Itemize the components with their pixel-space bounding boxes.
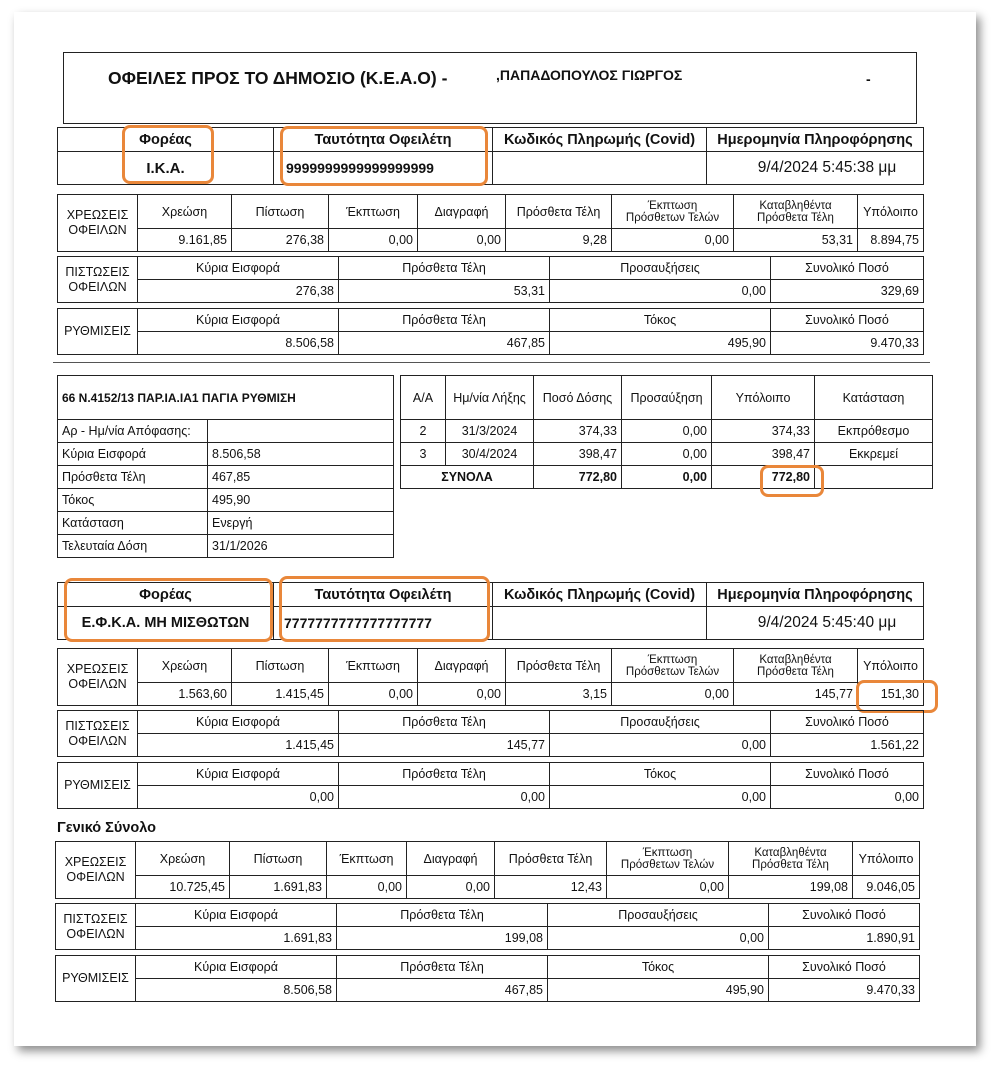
col-diagrafi: Διαγραφή xyxy=(418,649,506,683)
efka-pistoseis-table xyxy=(57,710,924,757)
foreas-header: Φορέας xyxy=(58,128,274,152)
col-kyria: Κύρια Εισφορά xyxy=(138,711,339,734)
rythmisi-title: 66 Ν.4152/13 ΠΑΡ.ΙΑ.ΙΑ1 ΠΑΓΙΑ ΡΥΘΜΙΣΗ xyxy=(58,376,394,420)
col-prostheta: Πρόσθετα Τέλη xyxy=(339,257,550,280)
cell-value: 8.506,58 xyxy=(138,332,339,355)
cell-value: 329,69 xyxy=(771,280,924,303)
cell-value: 12,43 xyxy=(495,876,607,899)
col-prostheta: Πρόσθετα Τέλη xyxy=(339,763,550,786)
cell-value: Εκπρόθεσμο xyxy=(815,420,933,443)
cell-value: 1.415,45 xyxy=(232,683,329,706)
cell-value: 0,00 xyxy=(550,734,771,757)
totals-prosafxisi: 0,00 xyxy=(622,466,712,489)
cell-value: 0,00 xyxy=(329,683,418,706)
col-synoliko: Συνολικό Ποσό xyxy=(771,711,924,734)
totals-ypoloipo: 772,80 xyxy=(712,466,815,489)
col-katavl: Καταβληθέντα Πρόσθετα Τέλη xyxy=(734,649,858,683)
col-poso: Ποσό Δόσης xyxy=(534,376,622,420)
rythmisi-details-table xyxy=(57,375,394,558)
col-ypoloipo: Υπόλοιπο xyxy=(858,195,924,229)
cell-value: 151,30 xyxy=(858,683,924,706)
cell-value: 1.691,83 xyxy=(230,876,327,899)
cell-value: 53,31 xyxy=(734,229,858,252)
ika-taftotita-value: 9999999999999999999 xyxy=(274,152,493,185)
cell-value: 374,33 xyxy=(534,420,622,443)
cell-value: 0,00 xyxy=(607,876,729,899)
cell-value: 53,31 xyxy=(339,280,550,303)
cell-value: 276,38 xyxy=(232,229,329,252)
imerominia-header: Ημερομηνία Πληροφόρησης xyxy=(707,128,924,152)
xreoseis-label: ΧΡΕΩΣΕΙΣ ΟΦΕΙΛΩΝ xyxy=(56,842,136,899)
highlight-box xyxy=(122,125,214,184)
debtor-name: ,ΠΑΠΑΔΟΠΟΥΛΟΣ ΓΙΩΡΓΟΣ xyxy=(496,67,683,83)
rythmiseis-label: ΡΥΘΜΙΣΕΙΣ xyxy=(58,309,138,355)
cell-value: 2 xyxy=(401,420,446,443)
efka-kodikos-value xyxy=(493,607,707,640)
ika-pistoseis-table xyxy=(57,256,924,303)
col-tokos: Τόκος xyxy=(548,956,769,979)
cell-value: 495,90 xyxy=(548,979,769,1002)
cell-value: 0,00 xyxy=(138,786,339,809)
cell-value: 8.894,75 xyxy=(858,229,924,252)
cell-value: 0,00 xyxy=(407,876,495,899)
col-prostheta: Πρόσθετα Τέλη xyxy=(339,309,550,332)
divider xyxy=(53,362,930,363)
col-pistosi: Πίστωση xyxy=(232,649,329,683)
col-diagrafi: Διαγραφή xyxy=(407,842,495,876)
cell-value: 276,38 xyxy=(138,280,339,303)
cell-value: 1.561,22 xyxy=(771,734,924,757)
col-ypoloipo: Υπόλοιπο xyxy=(712,376,815,420)
cell-value: 145,77 xyxy=(734,683,858,706)
cell-value: 0,00 xyxy=(418,229,506,252)
doseis-table xyxy=(400,375,933,489)
kodikos-header: Κωδικός Πληρωμής (Covid) xyxy=(493,583,707,607)
rythmisi-value: 495,90 xyxy=(208,489,394,512)
col-aa: Α/Α xyxy=(401,376,446,420)
cell-value: 0,00 xyxy=(339,786,550,809)
cell-value: 8.506,58 xyxy=(136,979,337,1002)
col-pistosi: Πίστωση xyxy=(230,842,327,876)
col-katavl: Καταβληθέντα Πρόσθετα Τέλη xyxy=(729,842,853,876)
redaction-mask xyxy=(444,89,546,111)
cell-value: 0,00 xyxy=(550,786,771,809)
cell-value: 467,85 xyxy=(339,332,550,355)
cell-value: 3 xyxy=(401,443,446,466)
kodikos-header: Κωδικός Πληρωμής (Covid) xyxy=(493,128,707,152)
ika-kodikos-value xyxy=(493,152,707,185)
cell-value: 374,33 xyxy=(712,420,815,443)
col-lixi: Ημ/νία Λήξης xyxy=(446,376,534,420)
rythmisi-label: Πρόσθετα Τέλη xyxy=(58,466,208,489)
cell-value: 0,00 xyxy=(622,443,712,466)
efka-taftotita-value: 7777777777777777777 xyxy=(274,607,493,640)
col-prosafxisi: Προσαύξηση xyxy=(622,376,712,420)
rythmisi-value: 31/1/2026 xyxy=(208,535,394,558)
geniko-pistoseis-table xyxy=(55,903,920,950)
rythmisi-value: 467,85 xyxy=(208,466,394,489)
foreas-header: Φορέας xyxy=(58,583,274,607)
col-ekptosi: Έκπτωση xyxy=(327,842,407,876)
col-synoliko: Συνολικό Ποσό xyxy=(769,904,920,927)
rythmisi-label: Τελευταία Δόση xyxy=(58,535,208,558)
ika-imerominia-value: 9/4/2024 5:45:38 μμ xyxy=(707,152,924,185)
taftotita-header: Ταυτότητα Οφειλέτη xyxy=(274,128,493,152)
cell-value: 0,00 xyxy=(550,280,771,303)
imerominia-header: Ημερομηνία Πληροφόρησης xyxy=(707,583,924,607)
ika-rythmiseis-table xyxy=(57,308,924,355)
rythmisi-label: Κατάσταση xyxy=(58,512,208,535)
table-row xyxy=(401,443,933,466)
highlight-box xyxy=(856,680,938,713)
highlight-box xyxy=(64,578,273,642)
col-prostheta: Πρόσθετα Τέλη xyxy=(337,904,548,927)
efka-foreas-value: Ε.Φ.Κ.Α. ΜΗ ΜΙΣΘΩΤΩΝ xyxy=(58,607,274,640)
col-synoliko: Συνολικό Ποσό xyxy=(769,956,920,979)
cell-value: 0,00 xyxy=(771,786,924,809)
highlight-box xyxy=(279,576,490,642)
cell-value: 199,08 xyxy=(337,927,548,950)
efka-rythmiseis-table xyxy=(57,762,924,809)
col-katavl: Καταβληθέντα Πρόσθετα Τέλη xyxy=(734,195,858,229)
col-tokos: Τόκος xyxy=(550,763,771,786)
col-ekptosi-pt: Έκπτωση Πρόσθετων Τελών xyxy=(612,195,734,229)
col-pistosi: Πίστωση xyxy=(232,195,329,229)
cell-value: 9.046,05 xyxy=(853,876,920,899)
cell-value: 31/3/2024 xyxy=(446,420,534,443)
col-kyria: Κύρια Εισφορά xyxy=(138,309,339,332)
title-dash: - xyxy=(866,71,871,87)
cell-value: 9,28 xyxy=(506,229,612,252)
ika-xreoseis-table xyxy=(57,194,924,252)
cell-value: 9.470,33 xyxy=(769,979,920,1002)
geniko-rythmiseis-table xyxy=(55,955,920,1002)
geniko-xreoseis-table xyxy=(55,841,920,899)
cell-value: 0,00 xyxy=(329,229,418,252)
col-prostheta: Πρόσθετα Τέλη xyxy=(337,956,548,979)
cell-value: 1.563,60 xyxy=(138,683,232,706)
col-synoliko: Συνολικό Ποσό xyxy=(771,257,924,280)
ika-foreas-value: Ι.Κ.Α. xyxy=(58,152,274,185)
col-kyria: Κύρια Εισφορά xyxy=(138,257,339,280)
col-ekptosi-pt: Έκπτωση Πρόσθετων Τελών xyxy=(607,842,729,876)
rythmisi-value: 8.506,58 xyxy=(208,443,394,466)
totals-label: ΣΥΝΟΛΑ xyxy=(401,466,534,489)
col-katastasi: Κατάσταση xyxy=(815,376,933,420)
col-xreosi: Χρεώση xyxy=(138,649,232,683)
geniko-title: Γενικό Σύνολο xyxy=(57,820,156,836)
cell-value: 1.415,45 xyxy=(138,734,339,757)
pistoseis-label: ΠΙΣΤΩΣΕΙΣ ΟΦΕΙΛΩΝ xyxy=(58,711,138,757)
cell-value: 467,85 xyxy=(337,979,548,1002)
document-title-box xyxy=(63,52,917,124)
highlight-box xyxy=(280,126,488,186)
col-ekptosi: Έκπτωση xyxy=(329,195,418,229)
col-ekptosi: Έκπτωση xyxy=(329,649,418,683)
xreoseis-label: ΧΡΕΩΣΕΙΣ ΟΦΕΙΛΩΝ xyxy=(58,195,138,252)
col-kyria: Κύρια Εισφορά xyxy=(138,763,339,786)
col-synoliko: Συνολικό Ποσό xyxy=(771,309,924,332)
efka-imerominia-value: 9/4/2024 5:45:40 μμ xyxy=(707,607,924,640)
col-prosafxiseis: Προσαυξήσεις xyxy=(550,257,771,280)
efka-xreoseis-table xyxy=(57,648,924,706)
cell-value: 398,47 xyxy=(712,443,815,466)
cell-value: 0,00 xyxy=(327,876,407,899)
col-prostheta: Πρόσθετα Τέλη xyxy=(506,195,612,229)
totals-row xyxy=(401,466,933,489)
col-kyria: Κύρια Εισφορά xyxy=(136,956,337,979)
cell-value: 9.161,85 xyxy=(138,229,232,252)
cell-value: 495,90 xyxy=(550,332,771,355)
col-tokos: Τόκος xyxy=(550,309,771,332)
cell-value: 30/4/2024 xyxy=(446,443,534,466)
xreoseis-label: ΧΡΕΩΣΕΙΣ ΟΦΕΙΛΩΝ xyxy=(58,649,138,706)
col-xreosi: Χρεώση xyxy=(138,195,232,229)
cell-value: 3,15 xyxy=(506,683,612,706)
totals-poso: 772,80 xyxy=(534,466,622,489)
rythmisi-label: Αρ - Ημ/νία Απόφασης: xyxy=(58,420,208,443)
rythmiseis-label: ΡΥΘΜΙΣΕΙΣ xyxy=(58,763,138,809)
document-title: ΟΦΕΙΛΕΣ ΠΡΟΣ ΤΟ ΔΗΜΟΣΙΟ (Κ.Ε.Α.Ο) - xyxy=(108,68,448,88)
rythmisi-label: Κύρια Εισφορά xyxy=(58,443,208,466)
pistoseis-label: ΠΙΣΤΩΣΕΙΣ ΟΦΕΙΛΩΝ xyxy=(58,257,138,303)
cell-value: 0,00 xyxy=(612,229,734,252)
cell-value: 145,77 xyxy=(339,734,550,757)
cell-value: Εκκρεμεί xyxy=(815,443,933,466)
cell-value: 199,08 xyxy=(729,876,853,899)
highlight-box xyxy=(760,465,824,497)
col-ypoloipo: Υπόλοιπο xyxy=(853,842,920,876)
col-kyria: Κύρια Εισφορά xyxy=(136,904,337,927)
col-prostheta: Πρόσθετα Τέλη xyxy=(495,842,607,876)
col-prosafxiseis: Προσαυξήσεις xyxy=(550,711,771,734)
pistoseis-label: ΠΙΣΤΩΣΕΙΣ ΟΦΕΙΛΩΝ xyxy=(56,904,136,950)
cell-value: 10.725,45 xyxy=(136,876,230,899)
col-prostheta: Πρόσθετα Τέλη xyxy=(506,649,612,683)
col-diagrafi: Διαγραφή xyxy=(418,195,506,229)
col-ypoloipo: Υπόλοιπο xyxy=(858,649,924,683)
cell-value: 1.691,83 xyxy=(136,927,337,950)
taftotita-header: Ταυτότητα Οφειλέτη xyxy=(274,583,493,607)
cell-value: 0,00 xyxy=(418,683,506,706)
table-row xyxy=(401,420,933,443)
col-prosafxiseis: Προσαυξήσεις xyxy=(548,904,769,927)
cell-value: 0,00 xyxy=(548,927,769,950)
cell-value: 1.890,91 xyxy=(769,927,920,950)
rythmisi-value: Ενεργή xyxy=(208,512,394,535)
cell-value: 0,00 xyxy=(612,683,734,706)
cell-value: 9.470,33 xyxy=(771,332,924,355)
rythmisi-value xyxy=(208,420,394,443)
cell-value: 398,47 xyxy=(534,443,622,466)
rythmiseis-label: ΡΥΘΜΙΣΕΙΣ xyxy=(56,956,136,1002)
rythmisi-label: Τόκος xyxy=(58,489,208,512)
col-xreosi: Χρεώση xyxy=(136,842,230,876)
col-prostheta: Πρόσθετα Τέλη xyxy=(339,711,550,734)
col-synoliko: Συνολικό Ποσό xyxy=(771,763,924,786)
cell-value: 0,00 xyxy=(622,420,712,443)
col-ekptosi-pt: Έκπτωση Πρόσθετων Τελών xyxy=(612,649,734,683)
totals-empty xyxy=(815,466,933,489)
